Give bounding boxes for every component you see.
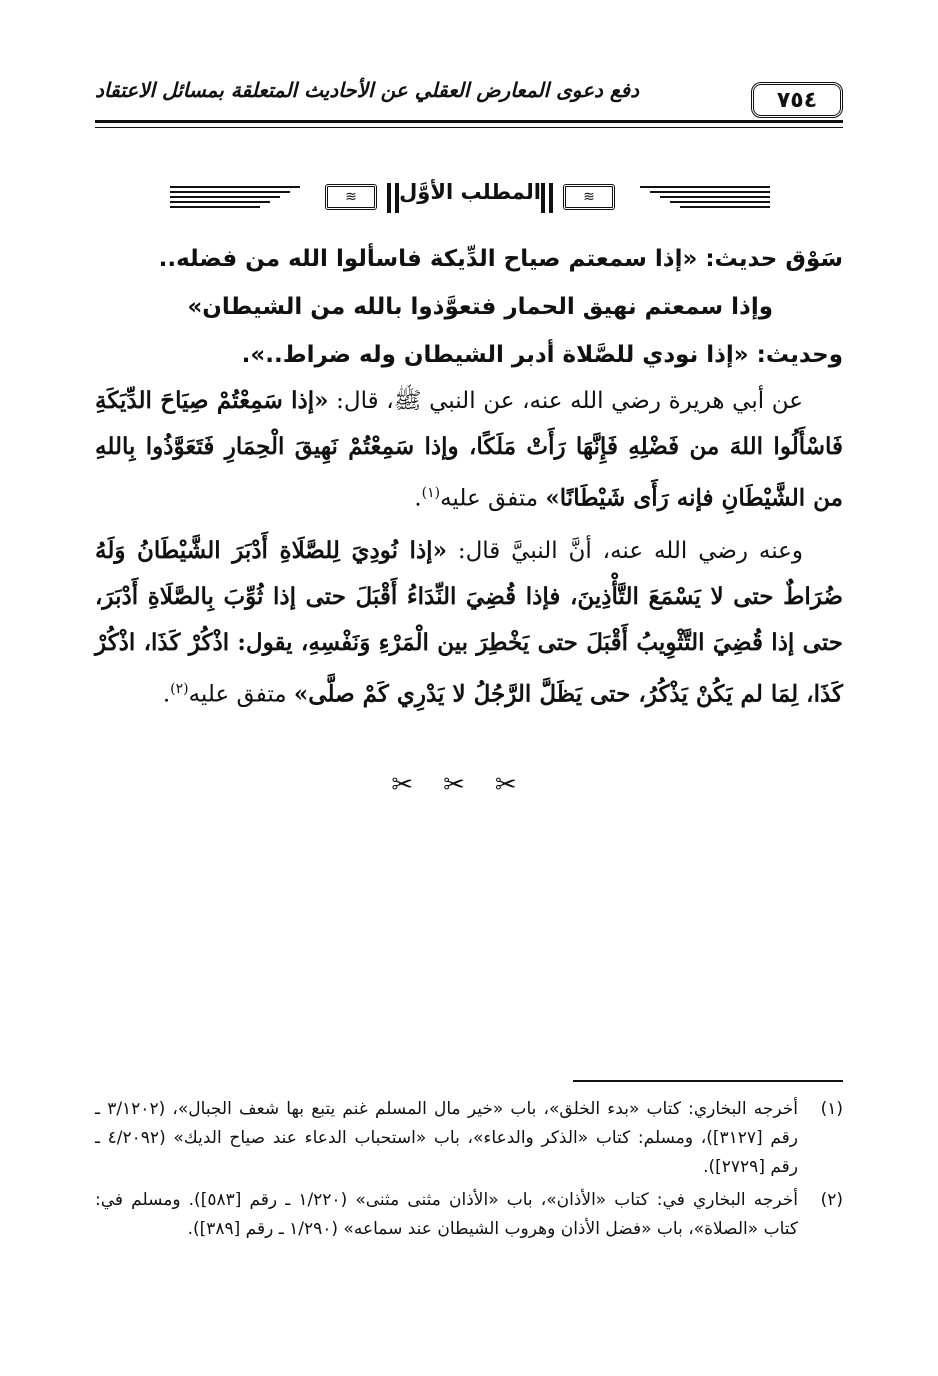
footnote-text: أخرجه البخاري في: كتاب «الأذان»، باب «الأذان مثنى مثنى» (١/٢٢٠ ـ رقم [٥٨٣]). ومسلم في: كتاب «الصلاة»، باب «فضل الأذان وهروب الشيطان عند سماعه» (١/٢٩٠ ـ رقم [٣٨٩]). bbox=[95, 1190, 798, 1239]
hadith-text: «إذا نُودِيَ لِلصَّلَاةِ أَدْبَرَ الشَّيْطَانُ وَلَهُ ضُرَاطٌ حتى لا يَسْمَعَ التَّأْذِينَ، فإذا قُضِيَ النِّدَاءُ أَقْبَلَ حتى إذا ثُوِّبَ بِالصَّلَاةِ أَدْبَرَ، حتى إذا قُضِيَ التَّثْوِيبُ أَقْبَلَ حتى يَخْطِرَ بين الْمَرْءِ وَنَفْسِهِ، يقول: اذْكُرْ كَذَا، اذْكُرْ كَذَا، لِمَا لم يَكُنْ يَذْكُرُ، حتى يَظَلَّ الرَّجُلُ لا يَدْرِي كَمْ صلَّى» bbox=[95, 536, 843, 708]
summary-line: وحديث: «إذا نودي للصَّلاة أدبر الشيطان وله ضراط..». bbox=[241, 342, 843, 368]
hadith-intro: وعنه رضي الله عنه، أنَّ النبيَّ قال: bbox=[446, 537, 803, 564]
footnote bbox=[95, 1095, 843, 1182]
hadith-intro: عن أبي هريرة رضي الله عنه، عن النبي ﷺ، قال: bbox=[328, 388, 804, 414]
footnote-rule bbox=[573, 1080, 843, 1082]
header-rule bbox=[95, 120, 843, 128]
footnote-number: (١) bbox=[820, 1099, 843, 1119]
section-heading bbox=[170, 178, 770, 220]
section-summary bbox=[95, 235, 843, 379]
summary-line: وإذا سمعتم نهيق الحمار فتعوَّذوا بالله من الشيطان» bbox=[187, 294, 773, 320]
footnote-ref[interactable]: (٢) bbox=[170, 680, 189, 697]
ornament-box-left bbox=[325, 184, 377, 210]
scroll-ornament-icon: ≋ bbox=[583, 189, 595, 205]
scroll-ornament-icon: ≋ bbox=[345, 189, 357, 205]
page-header bbox=[95, 78, 843, 120]
hadith-text: «إذا سَمِعْتُمْ صِيَاحَ الدِّيَكَةِ فَاسْأَلُوا اللهَ من فَضْلِهِ فَإِنَّهَا رَأَتْ مَلَكًا، وإذا سَمِعْتُمْ نَهِيقَ الْحِمَارِ فَتَعَوَّذُوا بِاللهِ من الشَّيْطَانِ فإنه رَأَى شَيْطَانًا» bbox=[95, 387, 843, 512]
hadith-paragraph bbox=[95, 528, 843, 718]
running-title: دفع دعوى المعارض العقلي عن الأحاديث المتعلقة بمسائل الاعتقاد bbox=[95, 78, 640, 102]
hadith-source: متفق عليه bbox=[440, 485, 546, 512]
paragraph-end: . bbox=[162, 681, 171, 708]
section-title: المطلب الأوَّل bbox=[399, 180, 541, 204]
summary-line: سَوْق حديث: «إذا سمعتم صياح الدِّيكة فاسألوا الله من فضله.. bbox=[158, 246, 843, 272]
page-number: ٧٥٤ bbox=[751, 82, 843, 118]
footnotes bbox=[95, 1095, 843, 1248]
hadith-paragraph bbox=[95, 378, 843, 522]
section-separator: ✂✂✂ bbox=[391, 770, 547, 800]
footnote-number: (٢) bbox=[820, 1190, 843, 1210]
footnote-text: أخرجه البخاري: كتاب «بدء الخلق»، باب «خير مال المسلم غنم يتبع بها شعف الجبال»، (٣/١٢٠٢ ـ رقم [٣١٢٧])، ومسلم: كتاب «الذكر والدعاء»، باب «استحباب الدعاء عند صياح الديك» (٤/٢٠٩٢ ـ رقم [٢٧٢٩]). bbox=[95, 1099, 799, 1177]
hadith-source: متفق عليه bbox=[188, 681, 294, 708]
main-text bbox=[95, 378, 843, 717]
footnote bbox=[95, 1186, 843, 1244]
heading-bars-left bbox=[385, 183, 401, 213]
footnote-ref[interactable]: (١) bbox=[421, 485, 441, 501]
paragraph-end: . bbox=[414, 485, 422, 512]
heading-lines-left bbox=[170, 186, 300, 210]
